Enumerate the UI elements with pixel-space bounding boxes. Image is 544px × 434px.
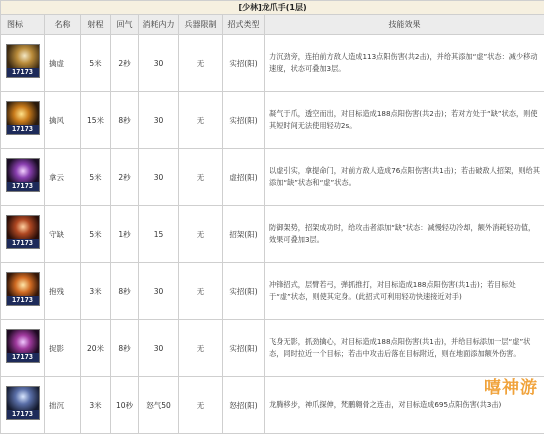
table-row [1, 206, 544, 263]
header-range: 射程 [81, 15, 111, 35]
icon-caption: 17173 [7, 296, 39, 305]
skill-range: 3米 [81, 263, 111, 320]
skill-cost: 30 [139, 149, 179, 206]
skill-name: 捉影 [45, 320, 81, 377]
skill-cost: 15 [139, 206, 179, 263]
skill-name: 擒虚 [45, 35, 81, 92]
skill-name: 拿云 [45, 149, 81, 206]
header-icon: 图标 [1, 15, 45, 35]
table-row [1, 263, 544, 320]
skill-cost: 30 [139, 92, 179, 149]
icon-cell [1, 263, 45, 320]
skill-weapon: 无 [179, 92, 223, 149]
skill-name: 擒风 [45, 92, 81, 149]
skill-type: 实招(阳) [223, 320, 265, 377]
skill-icon [6, 215, 40, 249]
table-row [1, 35, 544, 92]
skill-type: 实招(阳) [223, 92, 265, 149]
skill-effect: 力沉劲旁，连拍前方敌人造成113点阳伤害(共2击)，并给其添加“虚”状态：减少移动速度，状态可叠加3层。 [265, 35, 544, 92]
icon-cell [1, 377, 45, 434]
skill-cooldown: 1秒 [111, 206, 139, 263]
skill-cooldown: 8秒 [111, 263, 139, 320]
skill-weapon: 无 [179, 206, 223, 263]
icon-caption: 17173 [7, 68, 39, 77]
icon-caption: 17173 [7, 125, 39, 134]
skill-range: 3米 [81, 377, 111, 434]
icon-caption: 17173 [7, 410, 39, 419]
skill-type: 实招(阳) [223, 263, 265, 320]
skill-type: 招架(阳) [223, 206, 265, 263]
watermark-logo: 嘻神游 [484, 373, 538, 398]
skill-weapon: 无 [179, 35, 223, 92]
icon-cell [1, 149, 45, 206]
icon-cell [1, 35, 45, 92]
skill-icon [6, 101, 40, 135]
header-cost: 消耗内力 [139, 15, 179, 35]
skill-weapon: 无 [179, 320, 223, 377]
table-title: [少林]龙爪手(1层) [1, 1, 544, 15]
skill-name: 抱残 [45, 263, 81, 320]
table-row [1, 149, 544, 206]
skill-icon [6, 272, 40, 306]
skill-cooldown: 2秒 [111, 35, 139, 92]
table-row [1, 92, 544, 149]
skill-cost: 怒气50 [139, 377, 179, 434]
skill-cooldown: 8秒 [111, 92, 139, 149]
skill-cooldown: 2秒 [111, 149, 139, 206]
skill-effect: 凝气于爪，透空而出，对目标造成188点阳伤害(共2击)；若对方处于“缺”状态，则使其短时间无法使用轻功2s。 [265, 92, 544, 149]
skill-effect: 防御架势，招架成功时，给攻击者添加“缺”状态：减慢轻功冷却，额外消耗轻功值，效果可叠加3层。 [265, 206, 544, 263]
skill-effect: 冲锋招式，层臂若弓，弹抓推打，对目标造成188点阳伤害(共1击)；若目标处于“虚”状态，则使其定身。(此招式可利用轻功快速接近对手) [265, 263, 544, 320]
header-effect: 技能效果 [265, 15, 544, 35]
skill-icon [6, 158, 40, 192]
header-weapon: 兵器限制 [179, 15, 223, 35]
skill-cost: 30 [139, 35, 179, 92]
skill-type: 怒招(阳) [223, 377, 265, 434]
skill-icon [6, 44, 40, 78]
skill-range: 5米 [81, 35, 111, 92]
skill-name: 拙沉 [45, 377, 81, 434]
skill-weapon: 无 [179, 377, 223, 434]
skill-icon [6, 386, 40, 420]
icon-cell [1, 320, 45, 377]
skill-cooldown: 10秒 [111, 377, 139, 434]
header-name: 名称 [45, 15, 81, 35]
table-row [1, 377, 544, 434]
icon-caption: 17173 [7, 182, 39, 191]
skill-weapon: 无 [179, 263, 223, 320]
table-header-row [1, 15, 544, 35]
table-title-row [1, 1, 544, 15]
skill-effect: 龙腾移步，神爪探伸，梵鹏翱骨之连击，对目标造成695点阳伤害(共3击) [265, 377, 544, 434]
skill-cost: 30 [139, 263, 179, 320]
icon-cell [1, 92, 45, 149]
skill-type: 虚招(阳) [223, 149, 265, 206]
skill-range: 20米 [81, 320, 111, 377]
skill-icon [6, 329, 40, 363]
icon-caption: 17173 [7, 239, 39, 248]
skill-range: 5米 [81, 206, 111, 263]
header-type: 招式类型 [223, 15, 265, 35]
icon-caption: 17173 [7, 353, 39, 362]
skill-cooldown: 8秒 [111, 320, 139, 377]
skill-type: 实招(阳) [223, 35, 265, 92]
table-row [1, 320, 544, 377]
skill-effect: 以虚引实，拿提命门，对前方敌人造成76点阳伤害(共1击)；若击破敌人招架，则给其添加“缺”状态和“虚”状态。 [265, 149, 544, 206]
skill-weapon: 无 [179, 149, 223, 206]
skill-effect: 飞身无影，抓劲擒心，对目标造成188点阳伤害(共1击)，并给目标添加一层“虚”状态，同时拉近一个目标；若击中攻击后落在目标附近，则在地面添加额外伤害。 [265, 320, 544, 377]
skill-range: 5米 [81, 149, 111, 206]
skill-cost: 30 [139, 320, 179, 377]
skill-range: 15米 [81, 92, 111, 149]
header-cooldown: 回气 [111, 15, 139, 35]
skill-name: 守缺 [45, 206, 81, 263]
icon-cell [1, 206, 45, 263]
